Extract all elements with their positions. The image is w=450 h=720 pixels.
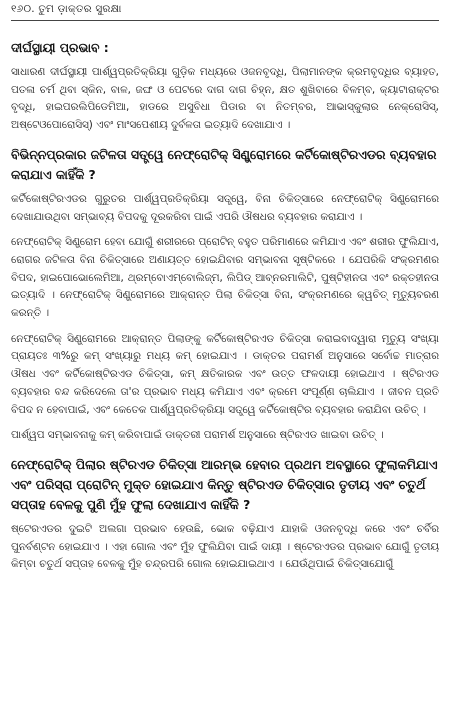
paragraph-why-steroids-4: ପାର୍ଶ୍ୱପ ସମ୍ଭାବନାକୁ କମ୍ କରିବାପାଇଁ ଡାକ୍ତରୀ ପରାମର୍ଶ ଅନୁସାରେ ଷ୍ଟିରଏଡ ଖାଇବା ଉଚିତ୍ । <box>11 429 384 442</box>
page-content <box>11 38 439 574</box>
section-heading-long-term-effects: ଦୀର୍ଘସ୍ଥାୟୀ ପ୍ରଭାବ : <box>11 40 109 55</box>
section-heading-why-steroids: ବିଭିନ୍ନପ୍ରକାର ଜଟିଳତା ସତ୍ତ୍ୱେ ନେଫ୍ରୋଟିକ୍ ସିଣ୍ଡ୍ରୋମରେ କର୍ଟିକୋଷ୍ଟିରଏଡର ବ୍ୟବହାର କରାଯାଏ କାହିଁକି ? <box>11 146 437 182</box>
paragraph-long-term-effects: ସାଧାରଣ ଦୀର୍ଘସ୍ଥାୟୀ ପାର୍ଶ୍ୱପ୍ରତିକ୍ରିୟା ଗୁଡ଼ିକ ମଧ୍ୟରେ ଓଜନବୃଦ୍ଧି, ପିଲାମାନଙ୍କ କ୍ରମବୃଦ୍ଧିର ବ୍ୟାହତ, ପତଳା ଚର୍ମ ଥିବା ସ୍କିନ, ବାଳ, ଜଙ୍ଘ ଓ ପେଟରେ ଦାଗ ଦାଗ ଚିହ୍ନ, କ୍ଷତ ଶୁଖିବାରେ ବିଳମ୍ବ, କ୍ୟାଟାରାକ୍ଟର ବୃଦ୍ଧି, ହାଇପରଲିପିଡେମିଆ, ହାଡରେ ଅସୁବିଧା ପିଡାର ବା ନିତମ୍ବର, ଆଭାସ୍କୁଲାର ନେକ୍ରୋସିସ୍, ଅଷ୍ଟେଓପୋରୋସିସ୍) ଏବଂ ମାଂସପେଶୀୟ ଦୁର୍ବଳତା ଇତ୍ୟାଦି ଦେଖାଯାଏ । <box>11 66 439 132</box>
paragraph-relapse: ଷ୍ଟେରଏଡର ଦୁଇଟି ଅଲଗା ପ୍ରଭାବ ହେଉଛି, ଭୋକ ବଢ଼ିଯାଏ ଯାହାକି ଓଜନବୃଦ୍ଧି କରେ ଏବଂ ଚର୍ବିର ପୁନର୍ବଣ୍ଟନ ହୋଇଯାଏ । ଏହା ଗୋଲ ଏବଂ ମୁଁହ ଫୁଲିଯିବା ପାଇଁ ଦାୟୀ । ଷ୍ଟେରଏଡର ପ୍ରଭାବ ଯୋଗୁଁ ତୃତୀୟ କିମ୍ବା ଚତୁର୍ଥ ସପ୍ତାହ ବେଳକୁ ମୁଁହ ଚନ୍ଦ୍ରପରି ଗୋଲ ହୋଇଯାଇଥାଏ । ଯେଉଁଥିପାଇଁ ଚିକିତ୍ସାଯୋଗୁଁ <box>11 522 439 571</box>
paragraph-why-steroids-2: ନେଫ୍ରୋଟିକ୍ ସିଣ୍ଡ୍ରୋମ ହେବା ଯୋଗୁଁ ଶରୀରରେ ପ୍ରୋଟିନ୍ ବହୁତ ପରିମାଣରେ କମିଯାଏ ଏବଂ ଶରୀର ଫୁଲିଯାଏ, ରୋଗର ଜଟିଳତା ବିନା ଚିକିତ୍ସାରେ ଅଣାୟତ୍ତ ହୋଇଯିବାର ସମ୍ଭାବନା ସୃଷ୍ଟିକରେ । ଯେପରିକି ସଂକ୍ରମଣର ବିପଦ, ହାଇପୋଭୋଲେମିଆ, ଥ୍ରମ୍ବୋଏମ୍ବୋଲିଜ୍ମ, ଲିପିଡ୍ ଆବ୍ନରମାଲିଟି, ପୁଷ୍ଟିହୀନତା ଏବଂ ରକ୍ତହୀନତା ଇତ୍ୟାଦି । ନେଫ୍ରୋଟିକ୍ ସିଣ୍ଡ୍ରୋମରେ ଆକ୍ରାନ୍ତ ପିଲା ଚିକିତ୍ସା ବିନା, ସଂକ୍ରମଣରେ କ୍ୱଚିତ୍ ମୃତ୍ୟୁବରଣ କରନ୍ତି । <box>11 236 439 320</box>
paragraph-why-steroids-3: ନେଫ୍ରୋଟିକ୍ ସିଣ୍ଡ୍ରୋମରେ ଆକ୍ରାନ୍ତ ପିଲାଙ୍କୁ କର୍ଟିକୋଷ୍ଟିରଏଡ ଚିକିତ୍ସା କରାଇବାଦ୍ୱାରା ମୃତ୍ୟୁ ସଂଖ୍ୟା ପ୍ରାୟତଃ ୩%ରୁ କମ୍ ସଂଖ୍ୟାରୁ ମଧ୍ୟ କମ୍ ହୋଇଯାଏ । ଡାକ୍ତର ପରାମର୍ଶ ଅନୁସାରେ ସର୍ବୋଚ୍ଚ ମାତ୍ରାର ଔଷଧ ଏବଂ କର୍ଟିକୋଷ୍ଟିରଏଡ ଚିକିତ୍ସା, କମ୍ କ୍ଷତିକାରକ ଏବଂ ଉତ୍ତ ଫଳଦାୟୀ ହୋଇଥାଏ । ଷ୍ଟିରଏଡ ବ୍ୟବହାର ବନ୍ଦ କରିଦେଲେ ତା'ର ପ୍ରଭାବ ମଧ୍ୟ କମିଯାଏ ଏବଂ କ୍ରମେ ସଂପୂର୍ଣ୍ଣ ଚାଲିଯାଏ । ଜୀବନ ପ୍ରତି ବିପଦ ନ ହେବାପାଇଁ, ଏବଂ କେତେକ ପାର୍ଶ୍ୱପ୍ରତିକ୍ରିୟା ସତ୍ତ୍ୱେ କର୍ଟିକୋଷ୍ଟିର ବ୍ୟବହାର କରାଯିବା ଉଚିତ୍ । <box>11 332 439 416</box>
header-rule <box>11 20 439 21</box>
paragraph-why-steroids-1: କର୍ଟିକୋଷ୍ଟିରଏଡର ଗୁରୁତର ପାର୍ଶ୍ୱପ୍ରତିକ୍ରିୟା ସତ୍ତ୍ୱେ, ବିନା ଚିକିତ୍ସାରେ ନେଫ୍ରୋଟିକ୍ ସିଣ୍ଡ୍ରୋମରେ ଦେଖାଯାଉଥିବା ସମ୍ଭାବ୍ୟ ବିପଦକୁ ଦୂରକରିବା ପାଇଁ ଏପରି ଔଷଧର ବ୍ୟବହାର କରାଯାଏ । <box>11 192 439 223</box>
section-heading-relapse: ନେଫ୍ରୋଟିକ୍ ପିଲାର ଷ୍ଟିରଏଡ ଚିକିତ୍ସା ଆରମ୍ଭ ହେବାର ପ୍ରଥମ ଅବସ୍ଥାରେ ଫୁଲାକମିଯାଏ ଏବଂ ପରିସ୍ରା ପ୍ରୋଟିନ୍ ମୁକ୍ତ ହୋଇଯାଏ କିନ୍ତୁ ଷ୍ଟିରଏଡ ଚିକିତ୍ସାର ତୃତୀୟ ଏବଂ ଚତୁର୍ଥ ସପ୍ତାହ ବେଳକୁ ପୁଣି ମୁଁହ ଫୁଲା ଦେଖାଯାଏ କାହିଁକି ? <box>11 456 438 512</box>
running-head: ୧୬୦. ତୁମ ଡ଼ାକ୍ତର ସୁରକ୍ଷା <box>11 3 122 15</box>
